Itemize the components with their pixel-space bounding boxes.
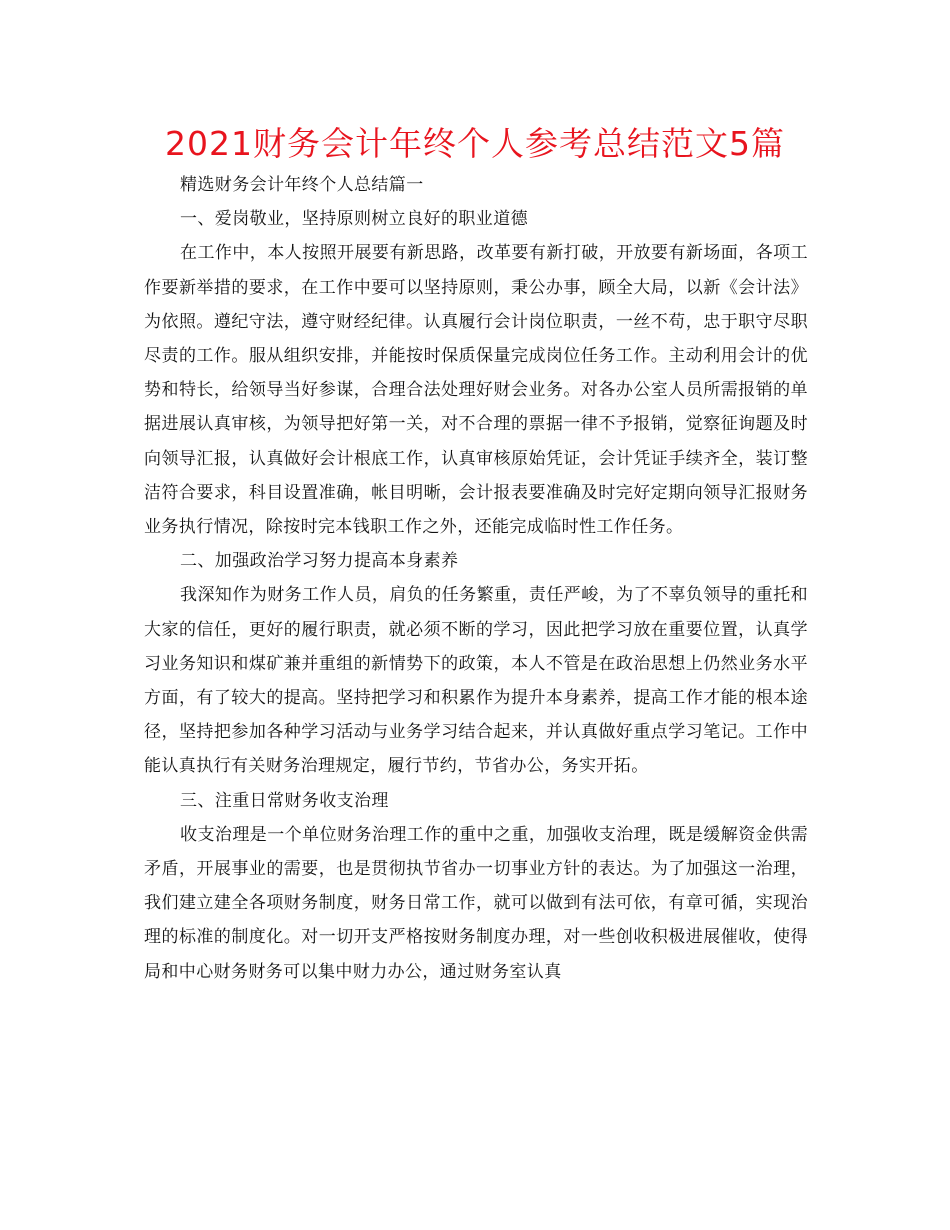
document-title: 2021财务会计年终个人参考总结范文5篇 [165,124,785,163]
body-paragraph: 我深知作为财务工作人员，肩负的任务繁重，责任严峻，为了不辜负领导的重托和大家的信任，更好的履行职责，就必须不断的学习，因此把学习放在重要位置，认真学习业务知识和煤矿兼并重组的新情势下的政策，本人不管是在政治思想上仍然业务水平方面，有了较大的提高。坚持把学习和积累作为提升本身素养，提高工作才能的根本途径，坚持把参加各种学习活动与业务学习结合起来，并认真做好重点学习笔记。工作中能认真执行有关财务治理规定，履行节约，节省办公，务实开拓。 [144,585,808,777]
section-heading: 精选财务会计年终个人总结篇一 [180,175,424,195]
subsection-heading: 三、注重日常财务收支治理 [180,790,389,811]
document-body [144,168,808,989]
subsection-heading: 一、爱岗敬业，坚持原则树立良好的职业道德 [180,209,528,230]
body-paragraph: 收支治理是一个单位财务治理工作的重中之重，加强收支治理，既是缓解资金供需矛盾，开展事业的需要，也是贯彻执节省办一切事业方针的表达。为了加强这一治理，我们建立建全各项财务制度，财务日常工作，就可以做到有法可依，有章可循，实现治理的标准的制度化。对一切开支严格按财务制度办理，对一些创收积极进展催收，使得局和中心财务财务可以集中财力办公，通过财务室认真 [144,824,808,982]
body-paragraph: 在工作中，本人按照开展要有新思路，改革要有新打破，开放要有新场面，各项工作要新举措的要求，在工作中要可以坚持原则，秉公办事，顾全大局，以新《会计法》为依照。遵纪守法，遵守财经纪律。认真履行会计岗位职责，一丝不苟，忠于职守尽职尽责的工作。服从组织安排，并能按时保质保量完成岗位任务工作。主动利用会计的优势和特长，给领导当好参谋，合理合法处理好财会业务。对各办公室人员所需报销的单据进展认真审核，为领导把好第一关，对不合理的票据一律不予报销，觉察征询题及时向领导汇报，认真做好会计根底工作，认真审核原始凭证，会计凭证手续齐全，装订整洁符合要求，科目设置准确，帐目明晰，会计报表要准确及时完好定期向领导汇报财务业务执行情况，除按时完本钱职工作之外，还能完成临时性工作任务。 [144,243,808,538]
subsection-heading: 二、加强政治学习努力提高本身素养 [180,551,459,572]
